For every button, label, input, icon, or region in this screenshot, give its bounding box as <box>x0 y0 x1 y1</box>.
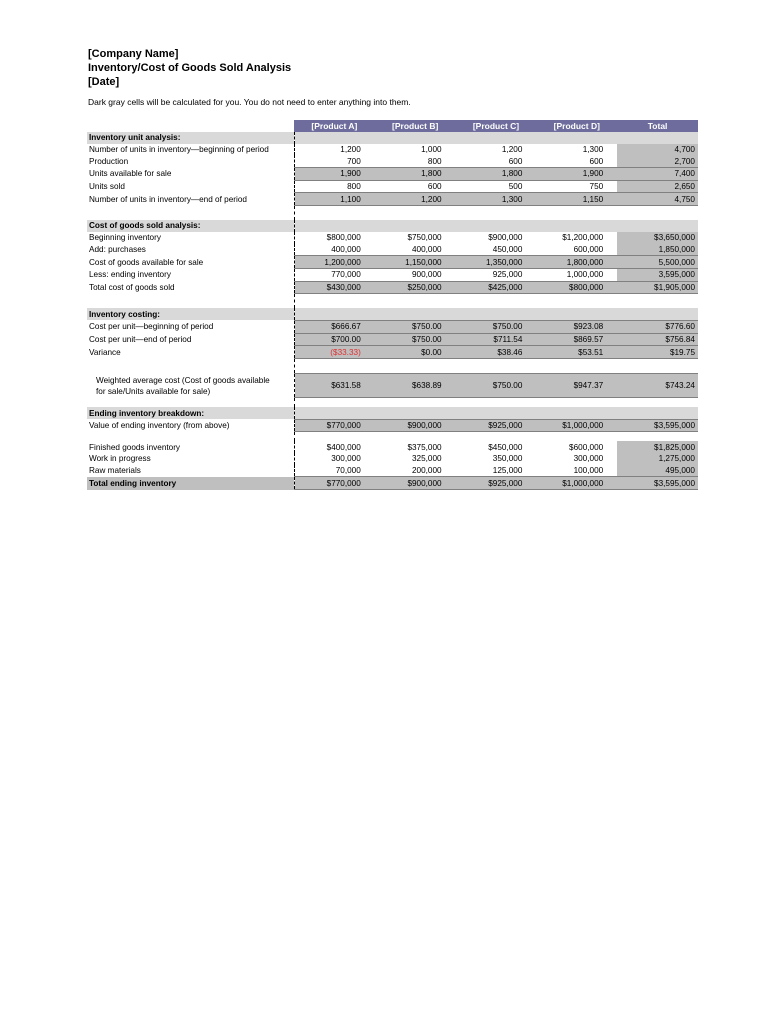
row-label-total: Total ending inventory <box>87 477 294 490</box>
calculated-cell: $425,000 <box>456 281 537 294</box>
cell[interactable]: 1,000,000 <box>566 270 604 280</box>
total-cell: 4,750 <box>617 193 698 206</box>
column-header-product-d[interactable]: [Product D] <box>536 120 617 132</box>
calculated-cell: $750.00 <box>456 320 537 333</box>
calculated-cell: 1,150,000 <box>375 256 456 269</box>
table-row-total <box>87 477 698 490</box>
calculated-cell: 1,300 <box>456 193 537 206</box>
row-label: Number of units in inventory—end of period <box>87 193 294 206</box>
section-title-costing: Inventory costing: <box>87 308 294 320</box>
cell[interactable]: $800,000 <box>326 233 361 243</box>
cell[interactable]: 770,000 <box>331 270 361 280</box>
total-cell: 7,400 <box>617 168 698 181</box>
cell[interactable]: $600,000 <box>569 442 604 452</box>
cell[interactable]: $450,000 <box>488 442 523 452</box>
calculated-cell: $38.46 <box>456 346 537 359</box>
table-row <box>87 333 698 346</box>
total-cell: 5,500,000 <box>617 256 698 269</box>
section-title-inventory-unit: Inventory unit analysis: <box>87 132 294 144</box>
header-blank <box>87 120 294 132</box>
cell[interactable]: 400,000 <box>411 244 442 254</box>
cell[interactable]: 100,000 <box>573 466 604 476</box>
cell[interactable]: 400,000 <box>331 244 361 254</box>
row-label: Production <box>87 155 294 167</box>
cell[interactable]: 800 <box>347 182 361 192</box>
section-heading-row <box>87 407 698 419</box>
row-label: Less: ending inventory <box>87 268 294 281</box>
cell[interactable]: $750,000 <box>407 233 442 243</box>
cell[interactable]: 1,200 <box>340 145 361 155</box>
cell[interactable]: $400,000 <box>326 442 361 452</box>
table-row <box>87 144 698 156</box>
cell[interactable]: $900,000 <box>488 233 523 243</box>
cell[interactable]: 200,000 <box>411 466 442 476</box>
row-label: Beginning inventory <box>87 232 294 244</box>
table-row <box>87 374 698 398</box>
calculated-cell: $1,000,000 <box>536 477 617 490</box>
calculated-cell: $666.67 <box>294 320 375 333</box>
total-cell: $756.84 <box>617 333 698 346</box>
total-cell: 3,595,000 <box>617 268 698 281</box>
row-label: Cost per unit—end of period <box>87 333 294 346</box>
calculated-cell: $638.89 <box>375 374 456 398</box>
table-row <box>87 346 698 359</box>
cell[interactable]: 600 <box>427 182 442 192</box>
cell[interactable]: 900,000 <box>411 270 442 280</box>
calculated-cell: $925,000 <box>456 419 537 432</box>
section-heading-row <box>87 220 698 232</box>
spacer-row <box>87 432 698 442</box>
calculated-cell: 1,100 <box>294 193 375 206</box>
total-cell: 2,650 <box>617 180 698 193</box>
row-label: Value of ending inventory (from above) <box>87 419 294 432</box>
calculated-cell: $0.00 <box>375 346 456 359</box>
total-cell: $1,905,000 <box>617 281 698 294</box>
table-row <box>87 320 698 333</box>
cell[interactable]: 450,000 <box>492 244 523 254</box>
total-cell: 1,850,000 <box>617 244 698 256</box>
cell[interactable]: 300,000 <box>331 454 361 464</box>
total-cell: 2,700 <box>617 155 698 167</box>
row-label: Cost per unit—beginning of period <box>87 320 294 333</box>
row-label: Total cost of goods sold <box>87 281 294 294</box>
cell[interactable]: 325,000 <box>411 454 442 464</box>
section-title-ending: Ending inventory breakdown: <box>87 407 294 419</box>
calculated-cell: $923.08 <box>536 320 617 333</box>
calculated-cell-negative: ($33.33) <box>294 346 375 359</box>
calculated-cell: $770,000 <box>294 419 375 432</box>
cell[interactable]: $375,000 <box>407 442 442 452</box>
calculated-cell: $711.54 <box>456 333 537 346</box>
table-row <box>87 419 698 432</box>
table-row <box>87 256 698 269</box>
calculated-cell: $750.00 <box>375 320 456 333</box>
cell[interactable]: 600,000 <box>573 244 604 254</box>
table-row <box>87 168 698 181</box>
total-cell: 4,700 <box>617 144 698 156</box>
row-label: Variance <box>87 346 294 359</box>
cell[interactable]: 125,000 <box>492 466 523 476</box>
instruction-note: Dark gray cells will be calculated for you. You do not need to enter anything into them. <box>88 97 411 107</box>
table-row <box>87 441 698 453</box>
column-header-product-c[interactable]: [Product C] <box>456 120 537 132</box>
cell[interactable]: $1,200,000 <box>562 233 604 243</box>
company-name: [Company Name] <box>88 48 179 60</box>
total-cell: $1,825,000 <box>617 441 698 453</box>
calculated-cell: 1,800 <box>456 168 537 181</box>
calculated-cell: $1,000,000 <box>536 419 617 432</box>
calculated-cell: 1,200,000 <box>294 256 375 269</box>
calculated-cell: $750.00 <box>456 374 537 398</box>
inventory-table <box>87 120 698 490</box>
column-header-product-a[interactable]: [Product A] <box>294 120 375 132</box>
cell[interactable]: 750 <box>589 182 604 192</box>
row-label: Finished goods inventory <box>87 441 294 453</box>
calculated-cell: $800,000 <box>536 281 617 294</box>
cell[interactable]: 300,000 <box>573 454 604 464</box>
cell[interactable]: 500 <box>508 182 523 192</box>
calculated-cell: $53.51 <box>536 346 617 359</box>
calculated-cell: $631.58 <box>294 374 375 398</box>
total-cell: $776.60 <box>617 320 698 333</box>
table-row <box>87 232 698 244</box>
calculated-cell: $947.37 <box>536 374 617 398</box>
total-cell: $3,595,000 <box>617 419 698 432</box>
cell[interactable]: 1,300 <box>582 145 604 155</box>
cell[interactable]: 350,000 <box>492 454 523 464</box>
calculated-cell: $750.00 <box>375 333 456 346</box>
total-cell: 1,275,000 <box>617 453 698 465</box>
column-header-total: Total <box>617 120 698 132</box>
calculated-cell: $250,000 <box>375 281 456 294</box>
row-label: Units sold <box>87 180 294 193</box>
table-row <box>87 453 698 465</box>
calculated-cell: $900,000 <box>375 419 456 432</box>
spacer-row <box>87 206 698 221</box>
row-label: Units available for sale <box>87 168 294 181</box>
table-row <box>87 281 698 294</box>
row-label: Add: purchases <box>87 244 294 256</box>
calculated-cell: 1,350,000 <box>456 256 537 269</box>
total-cell: 495,000 <box>617 465 698 477</box>
calculated-cell: 1,800,000 <box>536 256 617 269</box>
sheet-title: Inventory/Cost of Goods Sold Analysis <box>88 62 292 74</box>
calculated-cell: $700.00 <box>294 333 375 346</box>
column-header-product-b[interactable]: [Product B] <box>375 120 456 132</box>
section-title-cogs: Cost of goods sold analysis: <box>87 220 294 232</box>
spacer-row <box>87 294 698 309</box>
row-label-line: for sale/Units available for sale) <box>96 386 211 396</box>
cell[interactable]: 600 <box>589 156 604 166</box>
column-header-row <box>87 120 698 132</box>
row-label: Work in progress <box>87 453 294 465</box>
total-cell: $19.75 <box>617 346 698 359</box>
calculated-cell: 1,900 <box>536 168 617 181</box>
section-heading-row <box>87 308 698 320</box>
row-label: Number of units in inventory—beginning of period <box>87 144 294 156</box>
total-cell: $3,595,000 <box>617 477 698 490</box>
section-heading-row <box>87 132 698 144</box>
calculated-cell: 1,800 <box>375 168 456 181</box>
cell[interactable]: 700 <box>347 156 361 166</box>
cell[interactable]: 70,000 <box>335 466 361 476</box>
cell[interactable]: 1,200 <box>501 145 523 155</box>
table-row <box>87 193 698 206</box>
total-cell: $3,650,000 <box>617 232 698 244</box>
spacer-row <box>87 398 698 408</box>
cell[interactable]: 800 <box>427 156 442 166</box>
calculated-cell: $900,000 <box>375 477 456 490</box>
calculated-cell: 1,150 <box>536 193 617 206</box>
calculated-cell: 1,900 <box>294 168 375 181</box>
table-row <box>87 465 698 477</box>
calculated-cell: $770,000 <box>294 477 375 490</box>
table-row <box>87 268 698 281</box>
row-label-line: Weighted average cost (Cost of goods available <box>96 375 270 385</box>
total-cell: $743.24 <box>617 374 698 398</box>
row-label: Cost of goods available for sale <box>87 256 294 269</box>
calculated-cell: $869.57 <box>536 333 617 346</box>
cell[interactable]: 600 <box>508 156 523 166</box>
calculated-cell: $925,000 <box>456 477 537 490</box>
calculated-cell: 1,200 <box>375 193 456 206</box>
cell[interactable]: 1,000 <box>421 145 442 155</box>
spacer-row <box>87 359 698 374</box>
table-row <box>87 155 698 167</box>
row-label-weighted-average <box>87 374 294 398</box>
row-label: Raw materials <box>87 465 294 477</box>
table-row <box>87 180 698 193</box>
calculated-cell: $430,000 <box>294 281 375 294</box>
sheet-date: [Date] <box>88 76 120 88</box>
table-row <box>87 244 698 256</box>
cell[interactable]: 925,000 <box>492 270 523 280</box>
